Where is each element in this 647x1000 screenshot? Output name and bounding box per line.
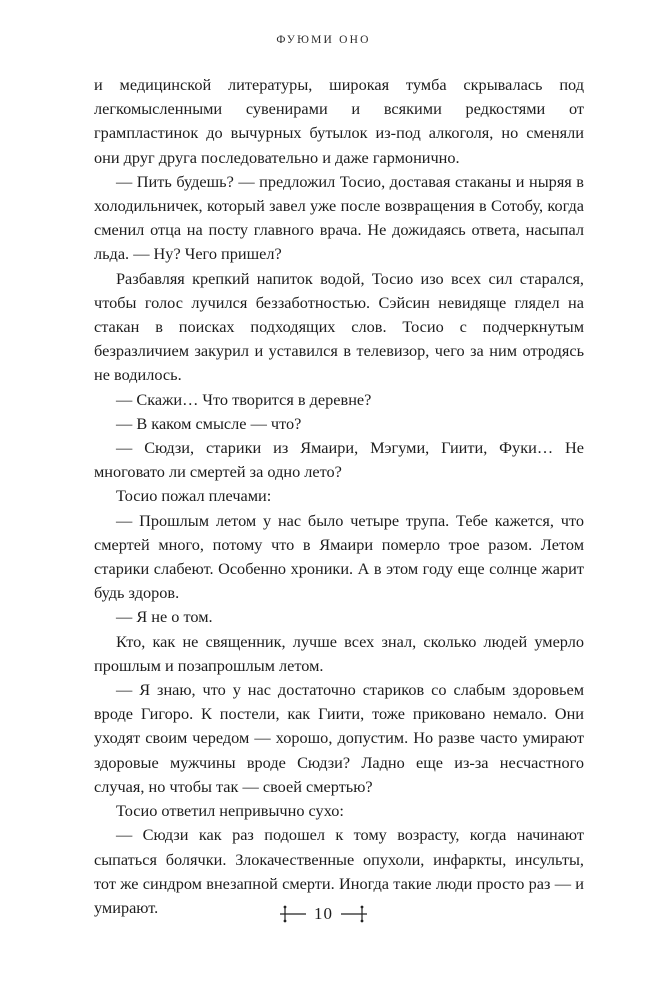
running-head: ФУЮМИ ОНО — [276, 34, 371, 46]
page-folio — [0, 903, 647, 925]
paragraph: Тосио пожал плечами: — [116, 486, 272, 506]
paragraph: — В каком смысле — что? — [116, 413, 302, 433]
page-number: 10 — [314, 904, 333, 923]
body-text — [94, 73, 584, 920]
paragraph: — Прошлым летом у нас было четыре трупа. Тебе кажется, что смертей много, потому что в Ямаири померло трое разом. Летом старики слабеют. Особенно хроники. А в этом году еще солнце жарит будь здоров. — [94, 510, 584, 603]
paragraph: Кто, как не священник, лучше всех знал, сколько людей умерло прошлым и позапрошлым летом. — [94, 631, 584, 675]
paragraph: — Сюдзи как раз подошел к тому возрасту, когда начинают сыпаться болячки. Злокачественные опухоли, инфаркты, инсульты, тот же синдром внезапной смерти. Иногда такие люди просто раз — и умирают. — [94, 825, 584, 917]
folio-ornament-right-icon — [339, 903, 369, 925]
paragraph: Тосио ответил непривычно сухо: — [116, 801, 344, 821]
paragraph: — Скажи… Что творится в деревне? — [116, 389, 372, 409]
paragraph: — Сюдзи, старики из Ямаири, Мэгуми, Гиити, Фуки… Не многовато ли смертей за одно лето? — [94, 438, 584, 482]
paragraph: Разбавляя крепкий напиток водой, Тосио изо всех сил старался, чтобы голос лучился беззаботностью. Сэйсин невидяще глядел на стакан в поисках подходящих слов. Тосио с подчеркнутым безразличием закурил и уставился в телевизор, чего за ним отродясь не водилось. — [94, 268, 584, 385]
paragraph: — Пить будешь? — предложил Тосио, доставая стаканы и ныряя в холодильничек, который завел уже после возвращения в Сотобу, когда сменил отца на посту главного врача. Не дожидаясь ответа, насыпал льда. — Ну? Чего пришел? — [94, 171, 584, 264]
paragraph: — Я знаю, что у нас достаточно стариков со слабым здоровьем вроде Гигоро. К постели, как Гиити, тоже приковано немало. Они уходят своим чередом — хорошо, допустим. Но разве часто умирают здоровые мужчины вроде Сюдзи? Ладно еще из-за несчастного случая, но чтобы так — своей смертью? — [94, 680, 584, 796]
paragraph: — Я не о том. — [116, 607, 213, 627]
paragraph: и медицинской литературы, широкая тумба скрывалась под легкомысленными сувенирами и всякими редкостями от грампластинок до вычурных бутылок из-под алкоголя, но сменяли они друг друга последовательно и даже гармонично. — [94, 75, 584, 167]
folio-ornament-left-icon — [278, 903, 308, 925]
